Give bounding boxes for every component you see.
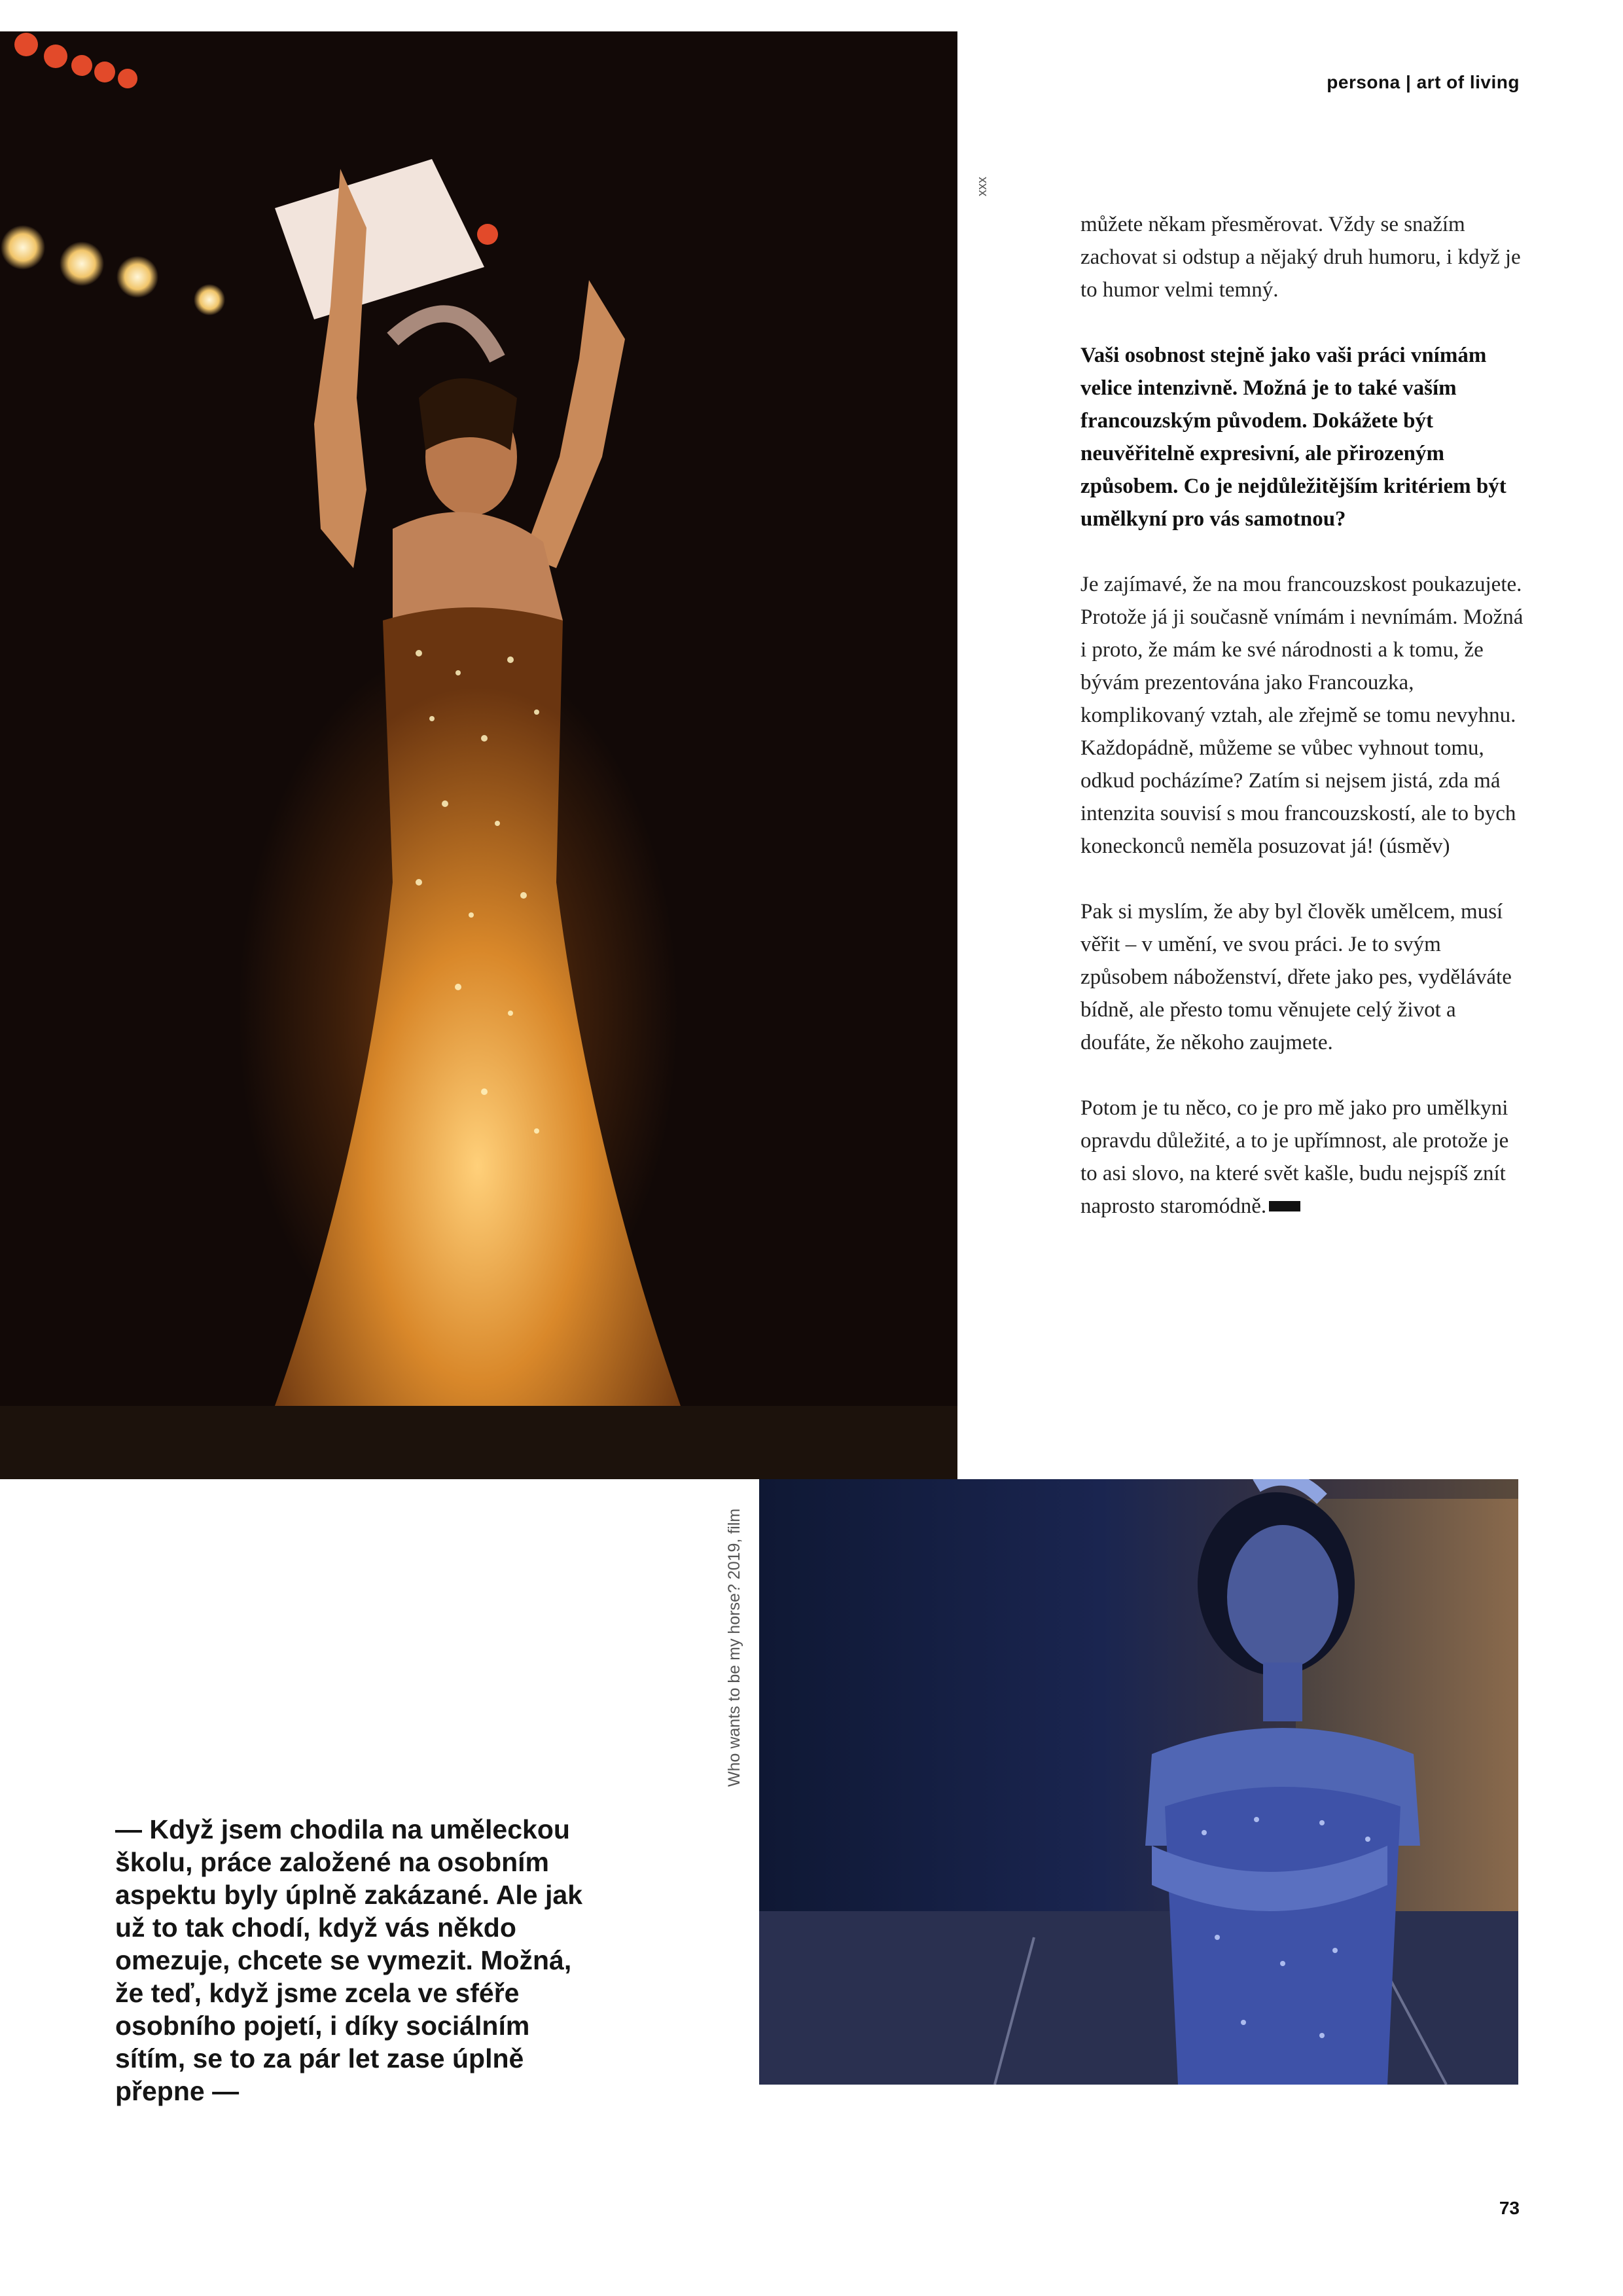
side-label: xxx bbox=[975, 177, 990, 196]
paragraph-last bbox=[1080, 1092, 1525, 1223]
pull-quote: — Když jsem chodila na uměleckou školu, práce založené na osobním aspektu byly úplně zakázané. Ale jak už to tak chodí, když vás někdo omezuje, chcete se vymezit. Možná, že teď, když jsme zcela ve sféře osobního pojetí, i díky sociálním sítím, se to za pár let zase úplně přepne — bbox=[115, 1814, 582, 2106]
interview-question: Vaši osobnost stejně jako vaši práci vnímám velice intenzivně. Možná je to také vaším francouzským původem. Dokážete být neuvěřitelně expresivní, ale přirozeným způsobem. Co je nejdůležitějším kritériem být umělkyní pro vás samotnou? bbox=[1080, 344, 1507, 531]
photo-caption: Who wants to be my horse? 2019, film bbox=[725, 1508, 743, 1787]
page-number: 73 bbox=[1499, 2198, 1520, 2218]
performer-blue-illustration bbox=[759, 1479, 1518, 2085]
article-body bbox=[1080, 208, 1525, 1255]
paragraph: Je zajímavé, že na mou francouzskost poukazujete. Protože já ji současně vnímám i nevnímám. Možná i proto, že mám ke své národnosti a k tomu, že bývám prezentována jako Francouzka, komplikovaný vztah, ale zřejmě se tomu nevyhnu. Každopádně, můžeme se vůbec vyhnout tomu, odkud pocházíme? Zatím si nejsem jistá, zda má intenzita souvisí s mou francouzskostí, ale to bych koneckonců neměla posuzovat já! (úsměv) bbox=[1080, 573, 1524, 858]
photo-performer-blue-light bbox=[759, 1479, 1518, 2085]
photo-performer-gold-gown bbox=[0, 31, 957, 1479]
paragraph: můžete někam přesměrovat. Vždy se snažím zachovat si odstup a nějaký druh humoru, i když je to humor velmi temný. bbox=[1080, 213, 1521, 302]
paragraph: Pak si myslím, že aby byl člověk umělcem, musí věřit – v umění, ve svou práci. Je to svým způsobem náboženství, dřete jako pes, vyděláváte bídně, ale přesto tomu věnujete celý život a doufáte, že někoho zaujmete. bbox=[1080, 900, 1512, 1054]
performer-illustration bbox=[0, 31, 957, 1479]
paragraph-text: Potom je tu něco, co je pro mě jako pro umělkyni opravdu důležité, a to je upřímnost, ale protože je to asi slovo, na které svět kašle, budu nejspíš znít naprosto staromódně. bbox=[1080, 1096, 1509, 1218]
running-head: persona | art of living bbox=[1327, 72, 1520, 92]
end-mark-icon bbox=[1269, 1201, 1300, 1211]
